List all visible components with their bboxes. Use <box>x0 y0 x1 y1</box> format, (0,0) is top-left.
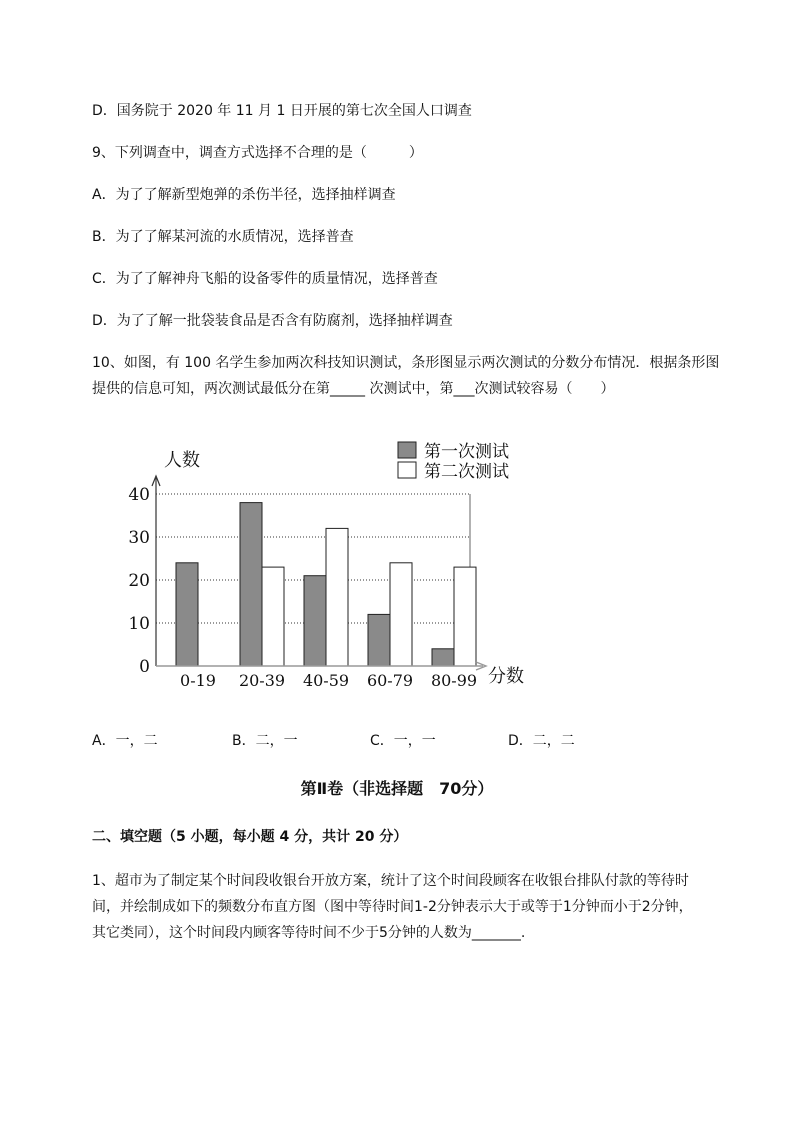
x-tick-label: 20-39 <box>238 671 286 690</box>
x-tick-label: 60-79 <box>366 671 414 690</box>
y-tick-label: 20 <box>128 571 150 591</box>
y-axis-label: 人数 <box>164 450 200 471</box>
q10-option-a: A．一，二 <box>92 733 158 749</box>
bar-second-40-59 <box>326 528 348 666</box>
bar-first-60-79 <box>368 614 390 666</box>
legend-label: 第二次测试 <box>424 462 509 482</box>
fill-q1-line1: 1、超市为了制定某个时间段收银台开放方案，统计了这个时间段顾客在收银台排队付款的等待时 <box>92 873 689 889</box>
fill-q1-line2: 间，并绘制成如下的频数分布直方图（图中等待时间1-2分钟表示大于或等于1分钟而小于2分钟， <box>92 899 693 915</box>
q9-stem: 9、下列调查中，调查方式选择不合理的是（ ） <box>92 145 423 161</box>
legend-swatch <box>398 462 416 478</box>
y-tick-label: 30 <box>128 528 150 548</box>
q10-stem-line1: 10、如图，有 100 名学生参加两次科技知识测试，条形图显示两次测试的分数分布情况．根据条形图 <box>92 355 720 371</box>
part-title: 二、填空题（5 小题，每小题 4 分，共计 20 分） <box>92 829 408 845</box>
q9-option-b: B．为了了解某河流的水质情况，选择普查 <box>92 229 354 245</box>
q10-stem-line2: 提供的信息可知，两次测试最低分在第_____ 次测试中，第___次测试较容易（ ） <box>92 381 615 397</box>
q10-option-d: D．二，二 <box>508 733 575 749</box>
bar-first-80-99 <box>432 649 454 666</box>
x-axis-label: 分数 <box>488 666 524 687</box>
bar-second-60-79 <box>390 563 412 666</box>
q10-option-b: B．二，一 <box>232 733 298 749</box>
x-tick-label: 80-99 <box>430 671 478 690</box>
q8-option-d: D．国务院于 2020 年 11 月 1 日开展的第七次全国人口调查 <box>92 103 472 119</box>
y-tick-label: 40 <box>128 485 150 505</box>
x-tick-label: 40-59 <box>302 671 350 690</box>
section-title: 第Ⅱ卷（非选择题 70分） <box>300 779 494 798</box>
bar-first-0-19 <box>176 563 198 666</box>
bar-second-20-39 <box>262 567 284 666</box>
x-tick-label: 0-19 <box>180 671 216 690</box>
legend-swatch <box>398 442 416 458</box>
q9-option-c: C．为了了解神舟飞船的设备零件的质量情况，选择普查 <box>92 271 438 287</box>
q9-option-d: D．为了了解一批袋装食品是否含有防腐剂，选择抽样调查 <box>92 313 453 329</box>
y-tick-label: 10 <box>128 614 150 634</box>
q9-option-a: A．为了了解新型炮弹的杀伤半径，选择抽样调查 <box>92 187 396 203</box>
bar-first-40-59 <box>304 576 326 666</box>
bar-second-80-99 <box>454 567 476 666</box>
fill-q1-line3: 其它类同），这个时间段内顾客等待时间不少于5分钟的人数为_______. <box>92 925 526 941</box>
q10-option-c: C．一，一 <box>370 733 436 749</box>
legend-label: 第一次测试 <box>424 442 509 462</box>
y-tick-label: 0 <box>139 657 150 677</box>
score-bar-chart <box>118 436 538 696</box>
bar-first-20-39 <box>240 503 262 666</box>
